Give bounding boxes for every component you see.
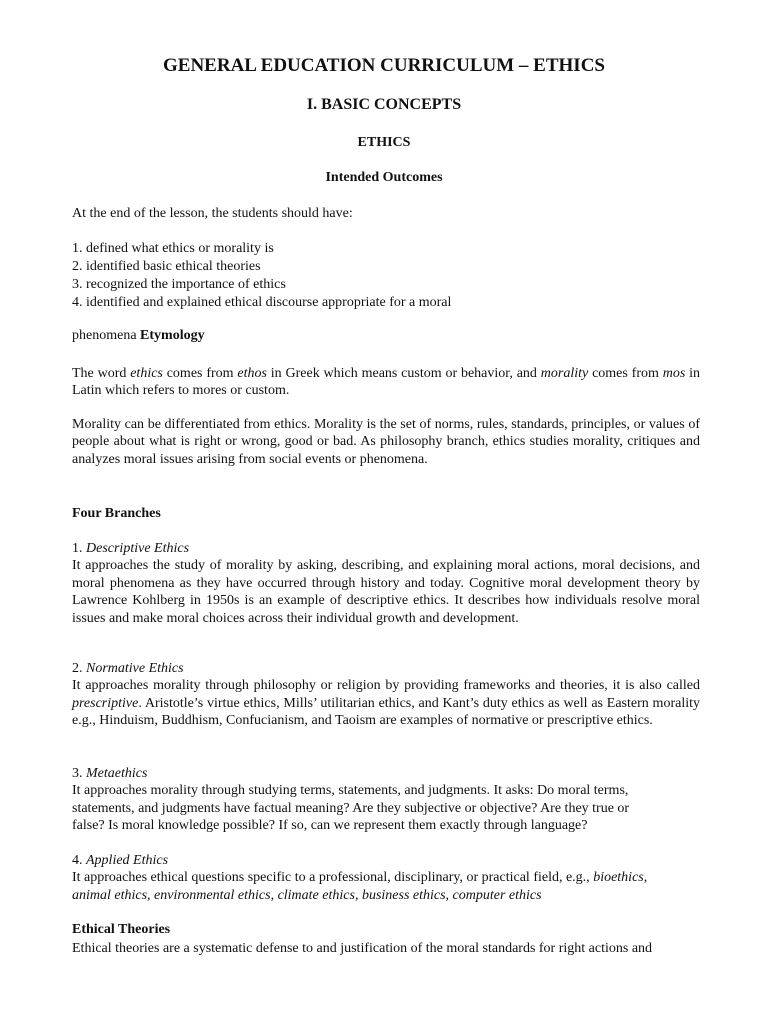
italic-term: animal ethics (72, 887, 148, 903)
branch-body (72, 677, 700, 729)
branch-body-line (72, 887, 700, 904)
italic-term: computer ethics (452, 887, 542, 903)
branch-metaethics (72, 765, 700, 835)
branch-number: 3. (72, 766, 86, 781)
text-run: comes from (588, 366, 663, 381)
etymology-paragraph (72, 365, 700, 400)
branches-heading: Four Branches (72, 506, 161, 521)
text-run: , (270, 887, 278, 903)
morality-paragraph: Morality can be differentiated from ethics. Morality is the set of norms, rules, standards, principles, or values of people about what is right or wrong, good or bad. As philosophy branch, ethics studies morality, critiques and analyzes moral issues arising from social events or phenomena. (72, 417, 700, 467)
branch-title (72, 540, 700, 557)
branch-name: Metaethics (86, 766, 148, 781)
branch-number: 1. (72, 541, 86, 556)
text-run: , (354, 887, 362, 903)
branch-body-line (72, 869, 700, 886)
branch-title (72, 765, 700, 782)
text-run: in Greek which means custom or behavior, and (266, 366, 541, 381)
italic-term: prescriptive (72, 695, 139, 711)
theories-body: Ethical theories are a systematic defense to and justification of the moral standards for right actions and (72, 941, 653, 956)
branch-descriptive (72, 540, 700, 627)
list-item: 4. identified and explained ethical discourse appropriate for a moral (72, 295, 452, 310)
intro-text: At the end of the lesson, the students should have: (72, 206, 353, 221)
text-run: It approaches morality through philosophy or religion by providing frameworks and theories, it is also called (72, 678, 700, 694)
text-run: , (445, 887, 453, 903)
italic-term: climate ethics (277, 887, 355, 903)
text-run: The word (72, 366, 131, 381)
text-run: , (147, 887, 155, 903)
italic-term: ethos (237, 366, 267, 381)
branch-name: Applied Ethics (86, 853, 169, 868)
italic-term: business ethics (361, 887, 446, 903)
list-item: 1. defined what ethics or morality is (72, 241, 274, 256)
text-run: , (643, 870, 648, 886)
text-run: in Latin which refers to mores or custom. (72, 366, 701, 399)
branch-name: Normative Ethics (86, 661, 184, 676)
branch-name: Descriptive Ethics (86, 541, 190, 556)
etymology-heading: Etymology (140, 328, 205, 343)
etymology-prefix: phenomena (72, 328, 137, 343)
branch-body-line: false? Is moral knowledge possible? If so, can we represent them exactly through language? (72, 818, 588, 834)
outcomes-list (72, 240, 451, 312)
branch-applied (72, 852, 700, 904)
branch-normative (72, 660, 700, 730)
document-title: GENERAL EDUCATION CURRICULUM – ETHICS (163, 55, 605, 76)
branch-body: It approaches the study of morality by asking, describing, and explaining moral actions, moral decisions, and moral phenomena as they have occurred through history and today. Cognitive moral development theory by Lawrence Kohlberg in 1950s is an example of descriptive ethics. It describes how individuals resolve moral issues and make moral choices across their individual growth and development. (72, 558, 700, 626)
etymology-line (72, 328, 205, 344)
italic-term: morality (540, 366, 589, 381)
text-run: comes from (162, 366, 238, 381)
italic-term: environmental ethics (154, 887, 271, 903)
branch-number: 2. (72, 661, 86, 676)
topic-heading: ETHICS (357, 135, 411, 150)
theories-heading: Ethical Theories (72, 922, 171, 937)
branch-number: 4. (72, 853, 86, 868)
italic-term: bioethics (593, 870, 644, 886)
branch-title (72, 660, 700, 677)
branch-body-line: It approaches morality through studying terms, statements, and judgments. It asks: Do moral terms, (72, 783, 629, 799)
branch-title (72, 852, 700, 869)
list-item: 3. recognized the importance of ethics (72, 277, 286, 292)
italic-term: mos (662, 366, 686, 381)
branch-body-line: statements, and judgments have factual meaning? Are they subjective or objective? Are they true or (72, 800, 630, 816)
list-item: 2. identified basic ethical theories (72, 259, 261, 274)
text-run: It approaches ethical questions specific to a professional, disciplinary, or practical field, e.g., (72, 870, 594, 886)
text-run: . Aristotle’s virtue ethics, Mills’ utilitarian ethics, and Kant’s duty ethics as well as Eastern morality e.g., Hinduism, Buddhism, Confucianism, and Taoism are examples of normative or prescriptive ethics. (72, 695, 700, 729)
section-heading: I. BASIC CONCEPTS (306, 96, 462, 113)
outcomes-heading: Intended Outcomes (325, 170, 443, 185)
italic-term: ethics (130, 366, 163, 381)
